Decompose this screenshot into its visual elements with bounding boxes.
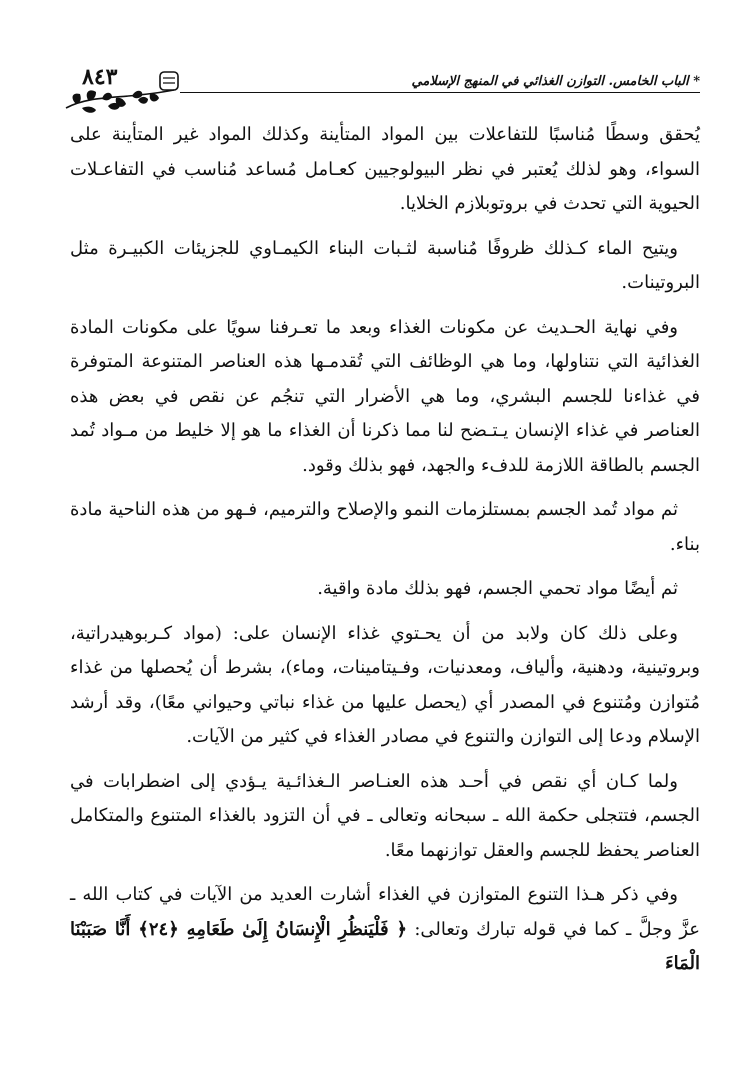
page-number: ٨٤٣	[82, 64, 118, 90]
paragraph-text: وفي ذكر هـذا التنوع المتوازن في الغذاء أشارت العديد من الآيات في كتاب الله ـ عزَّ وجلَّ ـ كما في قوله تبارك وتعالى:	[70, 884, 700, 940]
body-text	[70, 118, 700, 992]
paragraph: ثم مواد تُمد الجسم بمستلزمات النمو والإصلاح والترميم، فـهو من هذه الناحية مادة بناء.	[70, 499, 700, 555]
paragraph: وعلى ذلك كان ولابد من أن يحـتوي غذاء الإنسان على: (مواد كـربوهيدراتية، وبروتينية، ودهنية، وألياف، ومعدنيات، وفـيتامينات، وماء)، بشرط أن يُحصلها من غذاء مُتوازن ومُتنوع في المصدر أي (يحصل عليها من غذاء نباتي وحيواني معًا)، وقد أرشد الإسلام ودعا إلى التوازن والتنوع في مصادر الغذاء في كثير من الآيات.	[70, 622, 700, 747]
paragraph: ثم أيضًا مواد تحمي الجسم، فهو بذلك مادة واقية.	[317, 578, 678, 599]
paragraph: ولما كـان أي نقص في أحـد هذه العنـاصر الـغذائـية يـؤدي إلى اضطرابات في الجسم، فتتجلى حكمة الله ـ سبحانه وتعالى ـ في أن التزود بالغذاء المتنوع والمتكامل العناصر يحفظ للجسم والعقل توازنهما معًا.	[70, 770, 700, 861]
header-rule	[180, 92, 700, 93]
paragraph: ويتيح الماء كـذلك ظروفًا مُناسبة لثـبات البناء الكيمـاوي للجزيئات الكبيـرة مثل البروتينات.	[70, 237, 700, 293]
floral-ornament-icon	[62, 64, 180, 120]
paragraph-last	[70, 878, 700, 982]
quran-verse: ﴿ فَلْيَنظُرِ الْإِنسَانُ إِلَىٰ طَعَامِهِ ﴿٢٤﴾ أَنَّا صَبَبْنَا الْمَاءَ	[70, 918, 700, 974]
paragraph: وفي نهاية الحـديث عن مكونات الغذاء وبعد ما تعـرفنا سويًا على مكونات المادة الغذائية التي نتناولها، وما هي الوظائف التي تُقدمـها هذه العناصر المتنوعة المتوفرة في غذاءنا للجسم البشري، وما هي الأضرار التي تنجُم عن نقص في بعض هذه العناصر في غذاء الإنسان يـتـضح لنا مما ذكرنا أن الغذاء ما هو إلا خليط من مـواد تُمد الجسم بالطاقة اللازمة للدفء والجهد، فهو بذلك وقود.	[70, 316, 700, 476]
paragraph: يُحقق وسطًا مُناسبًا للتفاعلات بين المواد المتأينة وكذلك المواد غير المتأينة على السواء، وهو لذلك يُعتبر في نظر البيولوجيين كعـامل مُساعد مُناسب في التفاعـلات الحيوية التي تحدث في بروتوبلازم الخلايا.	[70, 124, 700, 214]
chapter-title: * الباب الخامس. التوازن الغذائي في المنهج الإسلامي	[411, 74, 700, 89]
